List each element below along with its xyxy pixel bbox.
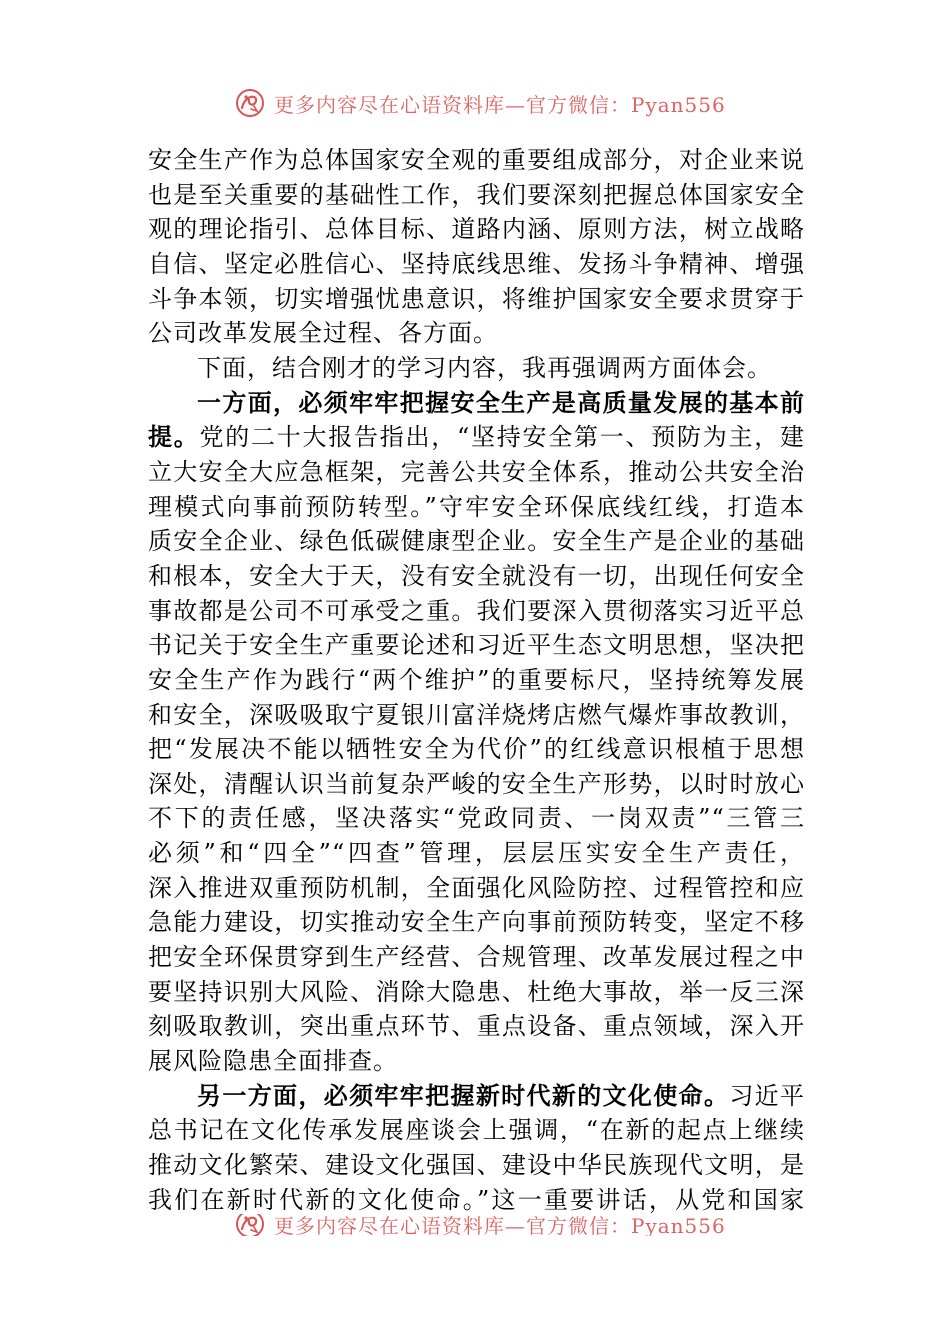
text-line: 事故都是公司不可承受之重。我们要深入贯彻落实习近平总	[148, 596, 805, 625]
text-line	[148, 386, 805, 421]
text-line: 自信、坚定必胜信心、坚持底线思维、发扬斗争精神、增强	[148, 249, 805, 278]
paragraph	[148, 143, 805, 351]
emphasis-text: 另一方面，必须牢牢把握新时代新的文化使命。	[197, 1080, 730, 1110]
body-text: 习近平	[729, 1081, 806, 1110]
seal-logo-icon	[234, 87, 266, 119]
seal-logo-icon	[234, 1214, 266, 1236]
text-line: 刻吸取教训，突出重点环节、重点设备、重点领域，深入开	[148, 1012, 805, 1041]
text-line: 总书记在文化传承发展座谈会上强调，“在新的起点上继续	[148, 1116, 805, 1145]
paragraph	[148, 351, 805, 386]
text-line: 安全生产作为践行“两个维护”的重要标尺，坚持统筹发展	[148, 665, 805, 694]
text-line: 斗争本领，切实增强忧患意识，将维护国家安全要求贯穿于	[148, 284, 805, 313]
body-text: 党的二十大报告指出，“坚持安全第一、预防为主，建	[199, 423, 805, 452]
text-line	[148, 1079, 805, 1114]
watermark-text: 更多内容尽在心语资料库—官方微信：Pyan556	[274, 1214, 726, 1236]
text-line	[148, 420, 805, 455]
text-line: 也是至关重要的基础性工作，我们要深刻把握总体国家安全	[148, 180, 805, 209]
paragraph	[148, 386, 805, 1079]
text-line: 不下的责任感，坚决落实“党政同责、一岗双责”“三管三	[148, 804, 805, 833]
text-line: 急能力建设，切实推动安全生产向事前预防转变，坚定不移	[148, 908, 805, 937]
text-line: 质安全企业、绿色低碳健康型企业。安全生产是企业的基础	[148, 527, 805, 556]
text-line: 和安全，深吸吸取宁夏银川富洋烧烤店燃气爆炸事故教训，	[148, 700, 805, 729]
text-line: 书记关于安全生产重要论述和习近平生态文明思想，坚决把	[148, 631, 805, 660]
text-line: 深入推进双重预防机制，全面强化风险防控、过程管控和应	[148, 873, 805, 902]
text-line: 观的理论指引、总体目标、道路内涵、原则方法，树立战略	[148, 215, 805, 244]
text-line: 安全生产作为总体国家安全观的重要组成部分，对企业来说	[148, 146, 805, 174]
text-line: 要坚持识别大风险、消除大隐患、杜绝大事故，举一反三深	[148, 977, 805, 1006]
text-line: 把安全环保贯穿到生产经营、合规管理、改革发展过程之中	[148, 943, 805, 972]
header-watermark	[234, 86, 726, 120]
text-line: 公司改革发展全过程、各方面。	[148, 319, 498, 348]
document-body	[148, 143, 805, 1217]
paragraph	[148, 1079, 805, 1218]
text-line: 推动文化繁荣、建设文化强国、建设中华民族现代文明，是	[148, 1151, 805, 1180]
text-line: 和根本，安全大于天，没有安全就没有一切，出现任何安全	[148, 561, 805, 590]
text-line: 必须”和“四全”“四查”管理，层层压实安全生产责任，	[148, 839, 805, 868]
text-line: 立大安全大应急框架，完善公共安全体系，推动公共安全治	[148, 457, 805, 486]
emphasis-text: 提。	[148, 422, 200, 452]
footer-watermark	[234, 1214, 726, 1236]
watermark-text: 更多内容尽在心语资料库—官方微信：Pyan556	[274, 92, 726, 117]
text-line: 理模式向事前预防转型。”守牢安全环保底线红线，打造本	[148, 492, 805, 521]
text-line: 展风险隐患全面排查。	[148, 1047, 398, 1076]
emphasis-text: 一方面，必须牢牢把握安全生产是高质量发展的基本前	[197, 387, 805, 417]
text-line: 把“发展决不能以牺牲安全为代价”的红线意识根植于思想	[148, 735, 805, 764]
text-line: 我们在新时代新的文化使命。”这一重要讲话，从党和国家	[148, 1185, 805, 1214]
text-line: 下面，结合刚才的学习内容，我再强调两方面体会。	[197, 353, 772, 382]
text-line: 深处，清醒认识当前复杂严峻的安全生产形势，以时时放心	[148, 769, 805, 798]
footer-watermark-area	[0, 1214, 950, 1236]
